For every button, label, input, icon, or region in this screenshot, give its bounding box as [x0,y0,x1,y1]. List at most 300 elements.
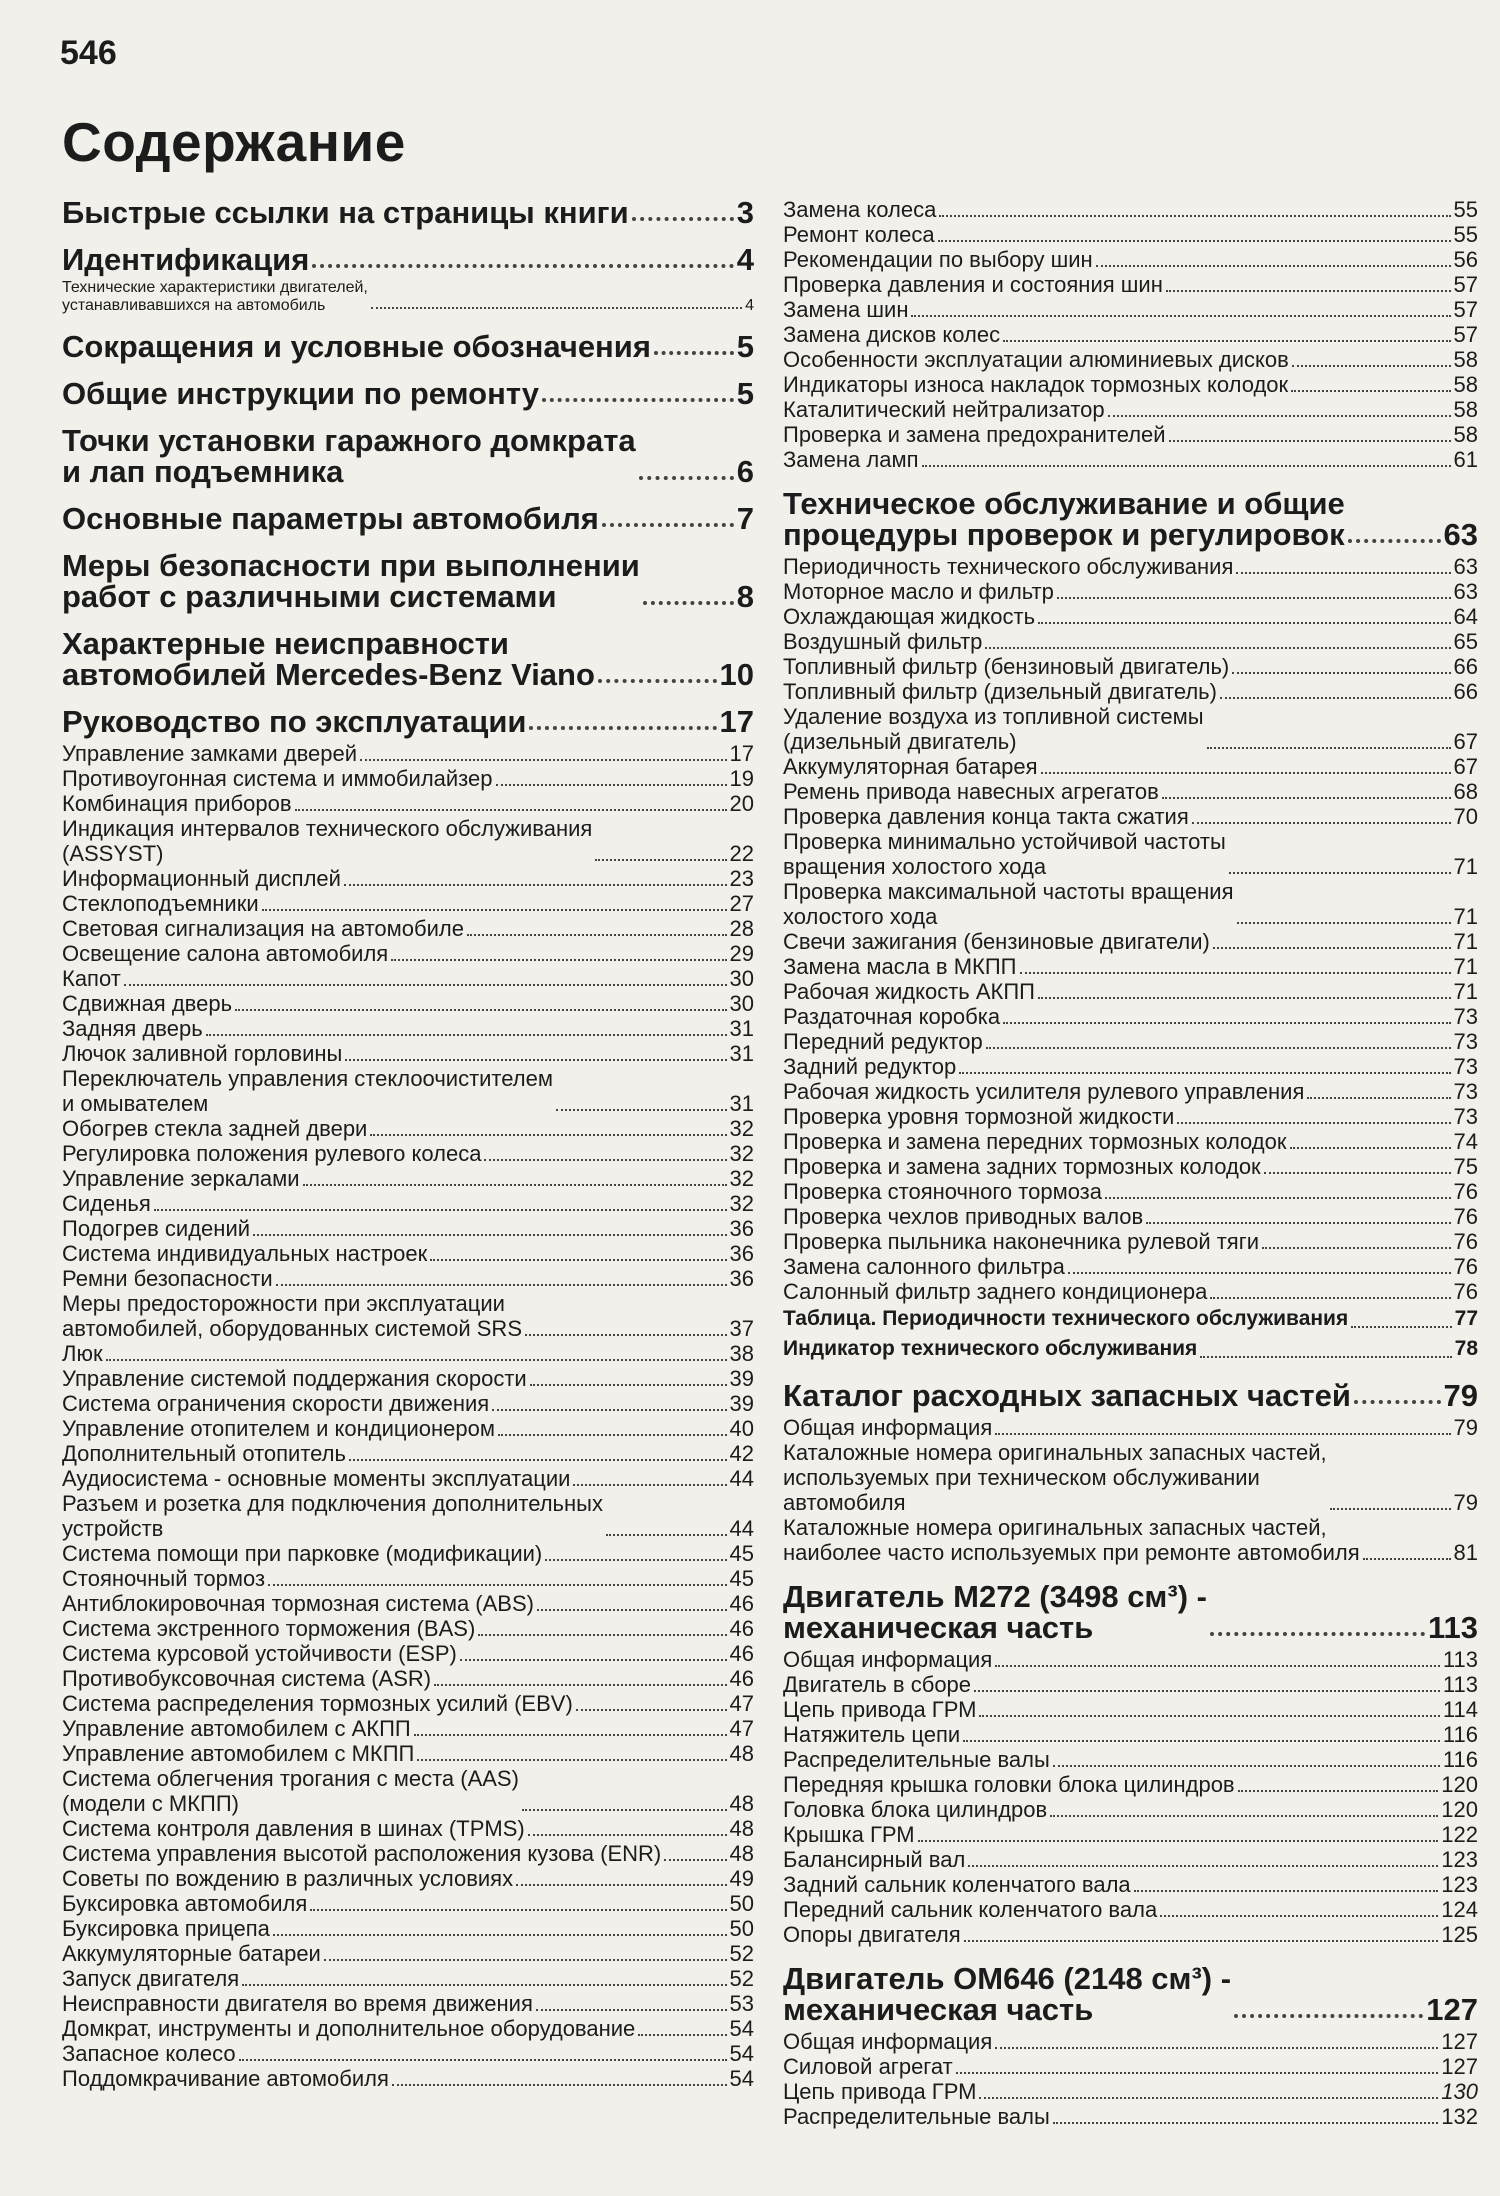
toc-entry-title: Сдвижная дверь [62,991,233,1016]
toc-entry-title: Система помощи при парковке (модификации) [62,1541,543,1566]
toc-entry[interactable] [62,991,754,1016]
toc-entry[interactable] [783,1029,1478,1054]
toc-entry-title: Система индивидуальных настроек [62,1241,428,1266]
dot-leader [939,215,1450,217]
toc-page-number: 76 [1453,1254,1478,1279]
toc-page-number: 58 [1453,347,1478,372]
toc-entry[interactable] [62,1841,754,1866]
toc-entry[interactable] [783,1279,1478,1304]
dot-leader [1351,1326,1451,1328]
toc-entry[interactable] [62,1241,754,1266]
toc-page-number: 38 [729,1341,754,1366]
toc-entry[interactable] [783,372,1478,397]
toc-entry-title: Замена колеса [783,197,937,222]
toc-page-number: 52 [729,1941,754,1966]
toc-page-number: 71 [1453,979,1478,1004]
toc-entry[interactable] [783,1872,1478,1897]
toc-section-heading[interactable] [62,331,754,362]
toc-page-number: 46 [729,1641,754,1666]
toc-entry-title: Разъем и розетка для подключения дополнительных устройств [62,1491,603,1541]
toc-page-number: 5 [736,376,754,411]
dot-leader [1264,1172,1451,1174]
dot-leader [1050,1815,1438,1817]
toc-entry-title: Противобуксовочная система (ASR) [62,1666,432,1691]
toc-entry[interactable] [62,816,754,866]
toc-entry-title: Каталог расходных запасных частей [783,1378,1351,1413]
toc-page-number: 114 [1442,1697,1478,1722]
toc-entry[interactable] [783,1722,1478,1747]
toc-entry[interactable] [62,1341,754,1366]
dot-leader [995,2047,1438,2049]
toc-right-column [783,197,1478,2129]
toc-entry[interactable] [62,766,754,791]
dot-leader [1160,1915,1438,1917]
dot-leader [632,217,734,221]
toc-page-number: 31 [729,1041,754,1066]
dot-leader [1146,1222,1450,1224]
dot-leader [1105,1197,1451,1199]
toc-section-heading[interactable] [783,1963,1478,2025]
toc-entry[interactable] [783,1129,1478,1154]
toc-entry[interactable] [62,866,754,891]
toc-entry-title: Дополнительный отопитель [62,1441,346,1466]
toc-entry[interactable] [62,1391,754,1416]
toc-entry-title: Световая сигнализация на автомобиле [62,916,464,941]
toc-entry-title: Проверка максимальной частоты вращения холостого хода [783,879,1234,929]
toc-entry[interactable] [62,1191,754,1216]
toc-entry-title: Распределительные валы [783,2104,1050,2129]
dot-leader [516,1884,726,1886]
toc-entry[interactable] [62,1866,754,1891]
page-number: 546 [60,34,117,72]
toc-page-number: 58 [1453,397,1478,422]
dot-leader [1210,1632,1425,1636]
dot-leader [911,315,1450,317]
toc-page-number: 132 [1441,2104,1478,2129]
toc-entry[interactable] [783,1697,1478,1722]
toc-page-number: 4 [745,297,754,314]
toc-entry[interactable] [783,1304,1478,1334]
dot-leader [1038,622,1450,624]
toc-entry-title: Распределительные валы [783,1747,1050,1772]
toc-entry[interactable] [62,916,754,941]
toc-entry[interactable] [783,297,1478,322]
toc-entry[interactable] [62,1266,754,1291]
dot-leader [1213,947,1451,949]
toc-entry[interactable] [783,422,1478,447]
toc-entry[interactable] [62,1441,754,1466]
toc-entry-title: Каталожные номера оригинальных запасных частей, наиболее часто используемых при ремонте автомобиля [783,1515,1360,1565]
toc-page-number: 37 [729,1316,754,1341]
toc-page-number: 79 [1443,1378,1478,1413]
dot-leader [963,1740,1440,1742]
dot-leader [664,1859,726,1861]
dot-leader [979,2097,1438,2099]
toc-entry-title: Воздушный фильтр [783,629,983,654]
toc-entry[interactable] [62,941,754,966]
toc-entry[interactable] [783,1204,1478,1229]
dot-leader [268,1584,726,1586]
dot-leader [638,2034,726,2036]
toc-section-heading[interactable] [62,197,754,228]
toc-page-number: 50 [729,1916,754,1941]
toc-page-number: 39 [729,1366,754,1391]
toc-entry-title: Буксировка автомобиля [62,1891,308,1916]
toc-entry[interactable] [783,2079,1478,2104]
dot-leader [417,1759,726,1761]
toc-entry-title: Запуск двигателя [62,1966,240,1991]
toc-section-heading[interactable] [62,425,754,487]
toc-entry-title: Периодичность технического обслуживания [783,554,1234,579]
toc-entry[interactable] [62,1216,754,1241]
toc-entry[interactable] [783,1179,1478,1204]
dot-leader [1134,1890,1439,1892]
toc-entry[interactable] [783,804,1478,829]
toc-page-number: 127 [1426,1992,1478,2027]
toc-page-number: 22 [729,841,754,866]
toc-entry[interactable] [783,1847,1478,1872]
toc-entry[interactable] [783,1334,1478,1364]
toc-entry-title: Система ограничения скорости движения [62,1391,490,1416]
toc-entry-title: Управление автомобилем с АКПП [62,1716,411,1741]
toc-page-number: 32 [729,1166,754,1191]
toc-entry[interactable] [783,1229,1478,1254]
toc-entry[interactable] [783,654,1478,679]
toc-entry-title: Индикатор технического обслуживания [783,1337,1198,1360]
toc-entry[interactable] [783,397,1478,422]
toc-entry-title: Замена масла в МКПП [783,954,1017,979]
toc-page-number: 54 [729,2066,754,2091]
toc-entry-title: Проверка давления и состояния шин [783,272,1163,297]
toc-page-number: 76 [1453,1204,1478,1229]
toc-entry[interactable] [62,1991,754,2016]
toc-entry[interactable] [62,966,754,991]
toc-section-heading[interactable] [62,378,754,409]
toc-entry-title: Проверка давления конца такта сжатия [783,804,1189,829]
toc-section-heading[interactable] [62,706,754,737]
dot-leader [985,647,1450,649]
dot-leader [530,1384,727,1386]
toc-entry-title: Передний редуктор [783,1029,983,1054]
dot-leader [1068,1272,1451,1274]
toc-page-number: 76 [1453,1229,1478,1254]
toc-page-number: 70 [1453,804,1478,829]
toc-page-number: 63 [1453,579,1478,604]
toc-entry[interactable] [62,1166,754,1191]
toc-page-number: 120 [1441,1772,1478,1797]
toc-page-number: 53 [729,1991,754,2016]
toc-entry[interactable] [783,1154,1478,1179]
dot-leader [1096,265,1451,267]
toc-entry[interactable] [62,1591,754,1616]
toc-page-number: 54 [729,2016,754,2041]
toc-entry[interactable] [62,1716,754,1741]
dot-leader [968,1865,1438,1867]
toc-page-number: 57 [1453,272,1478,297]
toc-entry-title: Аккумуляторная батарея [783,754,1038,779]
toc-section-heading[interactable] [62,503,754,534]
dot-leader [1053,1765,1440,1767]
toc-entry[interactable] [783,604,1478,629]
toc-entry[interactable] [62,1016,754,1041]
toc-entry[interactable] [783,979,1478,1004]
toc-entry[interactable] [783,1797,1478,1822]
dot-leader [1053,2122,1438,2124]
toc-page-number: 4 [736,242,754,277]
toc-page-number: 47 [729,1716,754,1741]
toc-entry[interactable] [62,1141,754,1166]
dot-leader [995,1665,1440,1667]
toc-entry[interactable] [783,2104,1478,2129]
toc-page-number: 116 [1442,1722,1478,1747]
toc-entry[interactable] [62,1766,754,1816]
toc-section-heading[interactable] [783,1581,1478,1643]
dot-leader [360,759,727,761]
toc-entry[interactable] [62,1041,754,1066]
toc-entry[interactable] [62,1941,754,1966]
toc-page-number: 7 [736,501,754,536]
dot-leader [529,726,716,730]
toc-entry-title: Проверка и замена передних тормозных колодок [783,1129,1287,1154]
toc-section-heading[interactable] [783,488,1478,550]
dot-leader [1166,290,1451,292]
toc-entry-title: Свечи зажигания (бензиновые двигатели) [783,929,1210,954]
dot-leader [414,1734,727,1736]
toc-entry[interactable] [62,279,754,315]
toc-entry[interactable] [62,1691,754,1716]
toc-entry[interactable] [62,1416,754,1441]
toc-entry[interactable] [62,791,754,816]
toc-entry-title: Идентификация [62,242,310,277]
dot-leader [525,1334,727,1336]
toc-entry[interactable] [783,629,1478,654]
dot-leader [1290,1147,1451,1149]
toc-entry-title: Общая информация [783,2029,993,2054]
toc-entry[interactable] [62,1466,754,1491]
toc-entry-title: Проверка и замена предохранителей [783,422,1166,447]
toc-entry[interactable] [783,1647,1478,1672]
toc-entry[interactable] [62,1616,754,1641]
toc-entry[interactable] [62,1741,754,1766]
toc-entry[interactable] [62,1641,754,1666]
toc-page-number: 123 [1441,1847,1478,1872]
toc-section-heading[interactable] [783,1380,1478,1411]
toc-page-number: 36 [729,1266,754,1291]
toc-entry[interactable] [783,247,1478,272]
dot-leader [922,465,1451,467]
dot-leader [1041,772,1451,774]
dot-leader [1237,922,1451,924]
toc-entry[interactable] [62,1966,754,1991]
toc-entry[interactable] [783,1054,1478,1079]
toc-entry[interactable] [62,1816,754,1841]
dot-leader [262,909,727,911]
toc-entry[interactable] [62,1541,754,1566]
toc-entry-title: Управление зеркалами [62,1166,300,1191]
dot-leader [1238,1790,1439,1792]
toc-page-number: 77 [1454,1307,1478,1330]
toc-entry-title: Сокращения и условные обозначения [62,329,651,364]
toc-entry[interactable] [783,1104,1478,1129]
dot-leader [310,1909,726,1911]
toc-page-number: 73 [1453,1004,1478,1029]
toc-entry[interactable] [783,1672,1478,1697]
toc-entry[interactable] [783,1440,1478,1515]
dot-leader [536,2009,727,2011]
toc-entry-title: Моторное масло и фильтр [783,579,1054,604]
toc-entry[interactable] [783,579,1478,604]
dot-leader [602,523,734,527]
dot-leader [1229,872,1451,874]
toc-page-number: 50 [729,1891,754,1916]
toc-entry[interactable] [783,1772,1478,1797]
toc-entry[interactable] [783,754,1478,779]
toc-entry[interactable] [783,2054,1478,2079]
toc-entry-title: Передняя крышка головки блока цилиндров [783,1772,1235,1797]
dot-leader [370,1134,726,1136]
toc-entry[interactable] [783,929,1478,954]
toc-entry[interactable] [62,891,754,916]
toc-page-number: 29 [729,941,754,966]
toc-entry[interactable] [783,704,1478,754]
toc-page-number: 52 [729,1966,754,1991]
toc-page-number: 113 [1427,1610,1478,1645]
toc-entry-title: Информационный дисплей [62,866,341,891]
toc-entry-title: Система контроля давления в шинах (TPMS) [62,1816,525,1841]
dot-leader [345,1059,726,1061]
toc-entry-title: Цепь привода ГРМ [783,2079,977,2104]
toc-entry[interactable] [62,1066,754,1116]
toc-entry-title: Управление замками дверей [62,741,358,766]
dot-leader [956,2072,1439,2074]
toc-entry[interactable] [62,2066,754,2091]
toc-entry-title: Характерные неисправности автомобилей Mercedes-Benz Viano [62,626,595,692]
toc-entry[interactable] [62,1491,754,1541]
toc-entry-title: Проверка пыльника наконечника рулевой тяги [783,1229,1260,1254]
toc-entry[interactable] [783,222,1478,247]
toc-entry[interactable] [783,1897,1478,1922]
dot-leader [371,307,742,309]
toc-entry[interactable] [783,2029,1478,2054]
toc-page-number: 67 [1453,754,1478,779]
toc-entry[interactable] [62,1566,754,1591]
toc-page-number: 57 [1453,322,1478,347]
toc-entry[interactable] [783,1079,1478,1104]
toc-page-number: 45 [729,1566,754,1591]
toc-entry[interactable] [783,554,1478,579]
toc-entry[interactable] [62,2041,754,2066]
dot-leader [979,1715,1439,1717]
toc-page-number: 58 [1453,422,1478,447]
toc-entry-title: Аккумуляторные батареи [62,1941,321,1966]
toc-page-number: 71 [1453,954,1478,979]
toc-page-number: 36 [729,1216,754,1241]
toc-entry-title: Меры предосторожности при эксплуатации автомобилей, оборудованных системой SRS [62,1291,522,1341]
toc-entry-title: Рабочая жидкость усилителя рулевого управления [783,1079,1305,1104]
dot-leader [995,1433,1450,1435]
dot-leader [467,934,727,936]
toc-entry[interactable] [62,1916,754,1941]
toc-section-heading[interactable] [62,628,754,690]
dot-leader [598,679,717,683]
toc-page-number: 130 [1441,2079,1478,2104]
toc-page-number: 46 [729,1666,754,1691]
toc-page-number: 39 [729,1391,754,1416]
toc-entry[interactable] [62,1116,754,1141]
toc-page-number: 45 [729,1541,754,1566]
dot-leader [654,351,734,355]
toc-page-number: 66 [1453,654,1478,679]
toc-entry-title: Балансирный вал [783,1847,966,1872]
toc-entry[interactable] [62,741,754,766]
toc-entry[interactable] [783,1254,1478,1279]
toc-entry-title: Топливный фильтр (бензиновый двигатель) [783,654,1230,679]
toc-entry[interactable] [783,679,1478,704]
toc-entry[interactable] [783,447,1478,472]
toc-entry-title: Индикаторы износа накладок тормозных колодок [783,372,1289,397]
toc-entry[interactable] [783,197,1478,222]
toc-entry-title: Подогрев сидений [62,1216,251,1241]
toc-entry-title: Буксировка прицепа [62,1916,270,1941]
toc-entry-title: Каталожные номера оригинальных запасных частей, используемых при техническом обслуживании автомобиля [783,1440,1327,1515]
toc-entry-title: Раздаточная коробка [783,1004,1001,1029]
toc-entry-title: Стояночный тормоз [62,1566,266,1591]
toc-entry[interactable] [783,347,1478,372]
toc-entry-title: Комбинация приборов [62,791,292,816]
toc-page-number: 63 [1443,517,1478,552]
toc-section-heading[interactable] [62,244,754,275]
toc-page-number: 27 [729,891,754,916]
toc-entry[interactable] [783,1515,1478,1565]
toc-entry[interactable] [783,322,1478,347]
toc-page-number: 71 [1453,929,1478,954]
toc-entry[interactable] [62,2016,754,2041]
toc-entry-title: Быстрые ссылки на страницы книги [62,195,629,230]
toc-page-number: 23 [729,866,754,891]
toc-page-number: 30 [729,991,754,1016]
toc-section-heading[interactable] [62,550,754,612]
toc-entry[interactable] [783,1822,1478,1847]
toc-entry-title: Лючок заливной горловины [62,1041,343,1066]
dot-leader [1177,1122,1450,1124]
dot-leader [242,1984,726,1986]
toc-entry-title: Система распределения тормозных усилий (EBV) [62,1691,573,1716]
dot-leader [974,1690,1440,1692]
toc-entry[interactable] [783,1747,1478,1772]
toc-entry-title: Замена ламп [783,447,919,472]
toc-entry[interactable] [62,1291,754,1341]
dot-leader [1354,1400,1441,1404]
toc-entry[interactable] [783,1004,1478,1029]
dot-leader [349,1459,727,1461]
toc-page-number: 75 [1453,1154,1478,1179]
toc-entry[interactable] [62,1891,754,1916]
toc-entry[interactable] [783,1415,1478,1440]
dot-leader [303,1184,727,1186]
toc-entry[interactable] [783,829,1478,879]
toc-entry-title: Противоугонная система и иммобилайзер [62,766,493,791]
toc-entry[interactable] [783,1922,1478,1947]
toc-entry[interactable] [783,954,1478,979]
toc-entry[interactable] [783,272,1478,297]
toc-page-number: 36 [729,1241,754,1266]
toc-page-number: 48 [729,1791,754,1816]
toc-entry[interactable] [783,879,1478,929]
toc-entry[interactable] [62,1366,754,1391]
toc-entry[interactable] [783,779,1478,804]
dot-leader [1292,365,1451,367]
toc-entry[interactable] [62,1666,754,1691]
